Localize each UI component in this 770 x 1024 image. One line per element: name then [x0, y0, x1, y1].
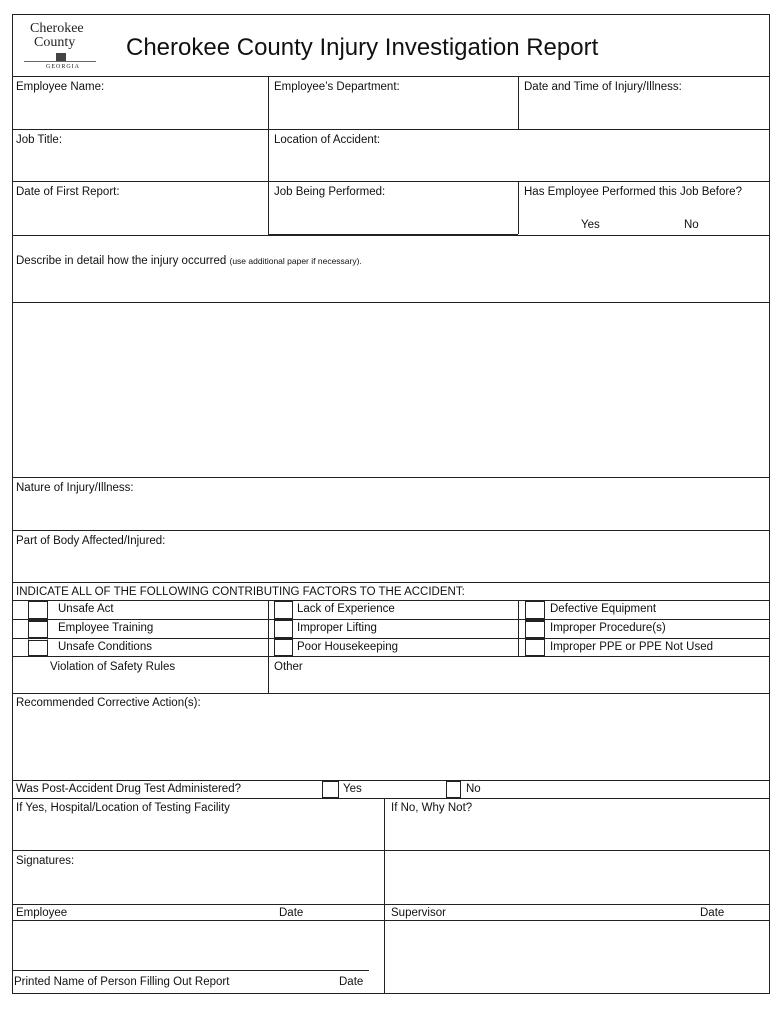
employee-name-label: Employee Name:: [16, 81, 105, 93]
other-label: Other: [274, 661, 303, 673]
checkbox-poor-housekeeping[interactable]: [274, 639, 293, 656]
factor-defective-equipment: Defective Equipment: [550, 603, 657, 615]
performed-no-option[interactable]: No: [684, 219, 699, 231]
frame-top: [12, 14, 769, 15]
rule-row2-top: [12, 129, 769, 130]
drug-test-yes: Yes: [343, 783, 362, 795]
describe-label: [16, 255, 362, 268]
corrective-label: Recommended Corrective Action(s):: [16, 697, 201, 709]
rule-factors-v1: [268, 600, 269, 656]
date-time-label: Date and Time of Injury/Illness:: [524, 81, 682, 93]
rule-factors-row3: [12, 638, 769, 639]
location-label: Location of Accident:: [274, 134, 381, 146]
checkbox-employee-training[interactable]: [28, 620, 48, 638]
frame-bottom: [12, 993, 769, 994]
why-not-label: If No, Why Not?: [391, 802, 473, 814]
rule-factors-row4: [12, 656, 769, 657]
factor-improper-procedure: Improper Procedure(s): [550, 622, 666, 634]
department-label: Employee’s Department:: [274, 81, 400, 93]
rule-row3-top: [12, 181, 769, 182]
rule-printed-name: [12, 970, 369, 971]
rule-nature-top: [12, 477, 769, 478]
printed-name-date: Date: [339, 976, 364, 988]
first-report-label: Date of First Report:: [16, 186, 120, 198]
rule-signatures-top: [12, 850, 769, 851]
checkbox-improper-procedure[interactable]: [525, 620, 545, 638]
factor-poor-housekeeping: Poor Housekeeping: [297, 641, 399, 653]
violation-label: Violation of Safety Rules: [50, 661, 176, 673]
signatures-label: Signatures:: [16, 855, 75, 867]
signature-employee: Employee: [16, 907, 68, 919]
rule-factors-v2: [518, 600, 519, 656]
rule-row3-v2: [518, 181, 519, 234]
logo-rule: [24, 61, 96, 62]
checkbox-lack-experience[interactable]: [274, 601, 293, 619]
factor-unsafe-conditions: Unsafe Conditions: [58, 641, 152, 653]
describe-label-main: Describe in detail how the injury occurred: [16, 255, 227, 267]
rule-row1-top: [12, 76, 769, 77]
describe-textarea[interactable]: [13, 303, 769, 477]
describe-label-note: (use additional paper if necessary).: [229, 256, 362, 266]
factors-heading: INDICATE ALL OF THE FOLLOWING CONTRIBUTING FACTORS TO THE ACCIDENT:: [16, 586, 465, 598]
logo-line1: Cherokee: [30, 21, 84, 36]
rule-violation-v: [268, 656, 269, 694]
signature-employee-date: Date: [279, 907, 304, 919]
drug-test-question: Was Post-Accident Drug Test Administered?: [16, 783, 241, 795]
rule-corrective-top: [12, 693, 769, 694]
report-title: Cherokee County Injury Investigation Report: [126, 34, 599, 61]
factor-lack-experience: Lack of Experience: [297, 603, 395, 615]
job-performed-label: Job Being Performed:: [274, 186, 386, 198]
rule-drugtest-top: [12, 780, 769, 781]
factor-unsafe-act: Unsafe Act: [58, 603, 114, 615]
rule-facility-top: [12, 798, 769, 799]
rule-describe-top: [12, 235, 769, 236]
rule-row3-v1: [268, 181, 269, 234]
signature-supervisor-date: Date: [700, 907, 725, 919]
county-logo: [22, 20, 100, 72]
signature-supervisor: Supervisor: [391, 907, 446, 919]
logo-state: GEORGIA: [46, 64, 80, 70]
rule-bodypart-top: [12, 530, 769, 531]
checkbox-unsafe-act[interactable]: [28, 601, 48, 619]
rule-factors-row2: [12, 619, 769, 620]
checkbox-drug-yes[interactable]: [322, 781, 339, 798]
facility-label: If Yes, Hospital/Location of Testing Facility: [16, 802, 230, 814]
logo-building-icon: [56, 53, 66, 61]
rule-row1-v2: [518, 76, 519, 130]
frame-left: [12, 14, 13, 994]
performed-yes-option[interactable]: Yes: [581, 219, 600, 231]
printed-name-label: Printed Name of Person Filling Out Report: [14, 976, 230, 988]
nature-label: Nature of Injury/Illness:: [16, 482, 134, 494]
job-title-label: Job Title:: [16, 134, 63, 146]
factor-employee-training: Employee Training: [58, 622, 154, 634]
rule-signature-line: [12, 904, 769, 905]
rule-signature-bottom: [12, 920, 769, 921]
logo-line2: County: [34, 35, 76, 50]
factor-improper-ppe: Improper PPE or PPE Not Used: [550, 641, 713, 653]
checkbox-unsafe-conditions[interactable]: [28, 638, 48, 656]
rule-factors-top: [12, 582, 769, 583]
body-part-label: Part of Body Affected/Injured:: [16, 535, 166, 547]
checkbox-improper-ppe[interactable]: [525, 639, 545, 656]
performed-before-label: Has Employee Performed this Job Before?: [524, 186, 742, 198]
checkbox-defective-equipment[interactable]: [525, 601, 545, 619]
rule-center-v: [384, 798, 385, 994]
drug-test-no: No: [466, 783, 481, 795]
checkbox-drug-no[interactable]: [446, 781, 461, 798]
rule-factors-row1: [12, 600, 769, 601]
factor-improper-lifting: Improper Lifting: [297, 622, 377, 634]
checkbox-improper-lifting[interactable]: [274, 620, 293, 638]
